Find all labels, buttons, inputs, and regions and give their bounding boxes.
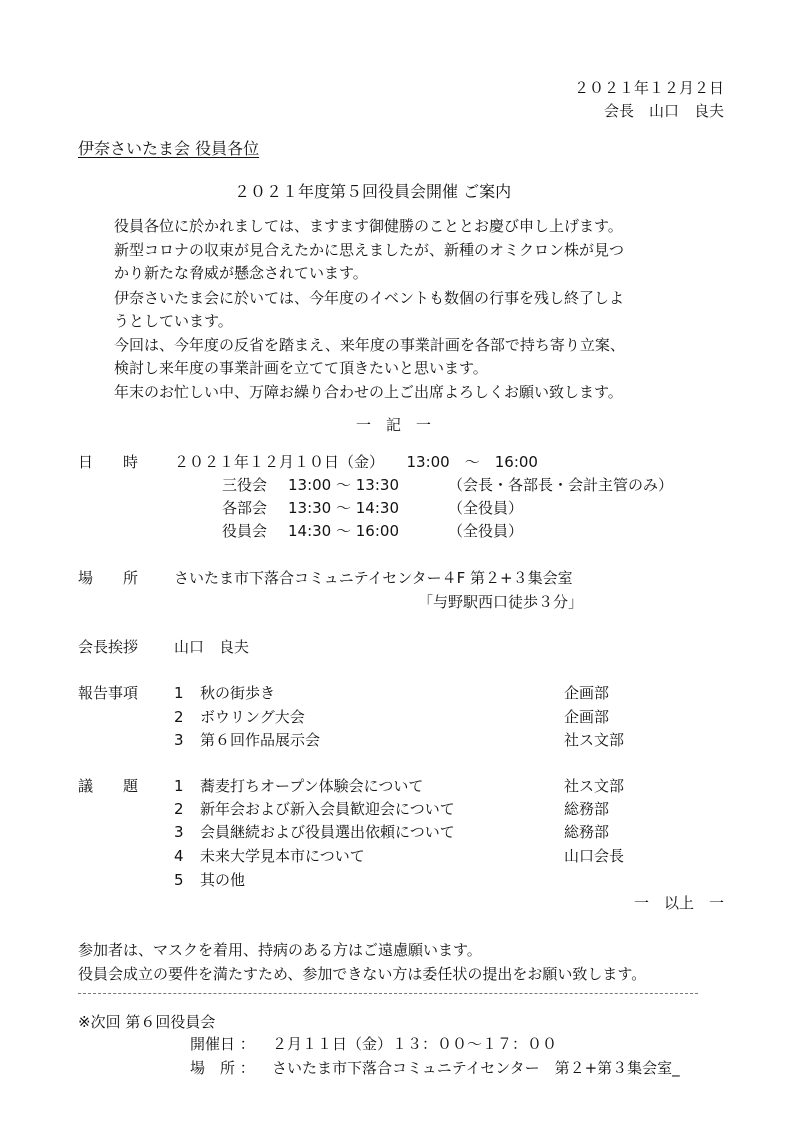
schedule-item-name: 三役会 bbox=[222, 476, 268, 494]
agenda-text: 蕎麦打ちオープン体験会について bbox=[200, 777, 424, 795]
agenda-dept: 社ス文部 bbox=[564, 777, 625, 795]
report-text: ボウリング大会 bbox=[200, 708, 305, 726]
next-place-value: さいたま市下落合コミュニテイセンター 第２+第３集会室_ bbox=[272, 1059, 680, 1077]
body-line: 検討し来年度の事業計画を立てて頂きたいと思います。 bbox=[114, 359, 488, 377]
schedule-item-name: 役員会 bbox=[222, 522, 268, 540]
addressee: 伊奈さいたま会 役員各位 bbox=[78, 139, 260, 158]
closing-mark: 一 以上 一 bbox=[633, 894, 724, 912]
report-dept: 企画部 bbox=[564, 708, 610, 726]
dashed-divider bbox=[78, 993, 698, 994]
note-line: 参加者は、マスクを着用、持病のある方はご遠慮願います。 bbox=[78, 941, 482, 959]
sender: 会長 山口 良夫 bbox=[603, 102, 724, 120]
report-text: 第６回作品展示会 bbox=[200, 731, 321, 749]
agenda-num: 3 bbox=[174, 823, 184, 841]
body-line: 役員各位に於かれましては、ますます御健勝のこととお慶び申し上げます。 bbox=[114, 217, 623, 235]
schedule-main: ２０２１年１２月１０日（金） 13:00 ～ 16:00 bbox=[174, 453, 538, 471]
agenda-text: 新年会および新入会員歓迎会について bbox=[200, 800, 455, 818]
place-label: 場 所 bbox=[78, 569, 139, 587]
report-dept: 社ス文部 bbox=[564, 731, 625, 749]
schedule-item-time: 13:30 ～ 14:30 bbox=[288, 499, 399, 517]
body-line: かり新たな脅威が懸念されています。 bbox=[114, 264, 368, 282]
agenda-num: 5 bbox=[174, 871, 184, 889]
next-date-label: 開催日 ： bbox=[190, 1035, 255, 1053]
report-num: 2 bbox=[174, 708, 184, 726]
body-line: うとしています。 bbox=[114, 312, 233, 330]
schedule-item-note: （会長・各部長・会計主管のみ） bbox=[448, 476, 674, 494]
letter-date: ２０２１年１２月２日 bbox=[573, 79, 724, 97]
page-title: ２０２１年度第５回役員会開催 ご案内 bbox=[234, 182, 512, 201]
agenda-num: 1 bbox=[174, 777, 184, 795]
agenda-text: 其の他 bbox=[200, 871, 246, 889]
next-heading: ※次回 第６回役員会 bbox=[78, 1013, 216, 1031]
schedule-item-note: （全役員） bbox=[448, 499, 524, 517]
schedule-label: 日 時 bbox=[78, 453, 139, 471]
agenda-label: 議 題 bbox=[78, 777, 139, 795]
schedule-item-time: 14:30 ～ 16:00 bbox=[288, 522, 399, 540]
reports-label: 報告事項 bbox=[78, 684, 139, 702]
greeting-value: 山口 良夫 bbox=[174, 638, 250, 656]
next-date-value: ２月１１日（金）１３：００～１７：００ bbox=[272, 1035, 558, 1053]
body-line: 伊奈さいたま会に於いては、今年度のイベントも数個の行事を残し終了しよ bbox=[114, 289, 625, 307]
body-line: 今回は、今年度の反省を踏まえ、来年度の事業計画を各部で持ち寄り立案、 bbox=[114, 336, 625, 354]
report-text: 秋の街歩き bbox=[200, 684, 276, 702]
body-line: 新型コロナの収束が見合えたかに思えましたが、新種のオミクロン株が見つ bbox=[114, 241, 625, 259]
schedule-item-note: （全役員） bbox=[448, 522, 524, 540]
agenda-text: 未来大学見本市について bbox=[200, 847, 365, 865]
place-value: さいたま市下落合コミュニテイセンター４F 第２+３集会室 bbox=[174, 569, 573, 587]
place-access: 「与野駅西口徒歩３分」 bbox=[418, 593, 584, 611]
agenda-text: 会員継続および役員選出依頼について bbox=[200, 823, 455, 841]
agenda-dept: 山口会長 bbox=[564, 847, 625, 865]
report-num: 1 bbox=[174, 684, 184, 702]
agenda-dept: 総務部 bbox=[564, 823, 610, 841]
greeting-label: 会長挨拶 bbox=[78, 638, 139, 656]
next-place-label: 場 所 ： bbox=[190, 1059, 255, 1077]
ki-heading: 一 記 一 bbox=[356, 416, 432, 434]
report-dept: 企画部 bbox=[564, 684, 610, 702]
agenda-num: 2 bbox=[174, 800, 184, 818]
agenda-num: 4 bbox=[174, 847, 184, 865]
schedule-item-name: 各部会 bbox=[222, 499, 268, 517]
report-num: 3 bbox=[174, 731, 184, 749]
agenda-dept: 総務部 bbox=[564, 800, 610, 818]
body-line: 年末のお忙しい中、万障お繰り合わせの上ご出席よろしくお願い致します。 bbox=[114, 383, 623, 401]
schedule-item-time: 13:00 ～ 13:30 bbox=[288, 476, 399, 494]
note-line: 役員会成立の要件を満たすため、参加できない方は委任状の提出をお願い致します。 bbox=[78, 965, 647, 983]
